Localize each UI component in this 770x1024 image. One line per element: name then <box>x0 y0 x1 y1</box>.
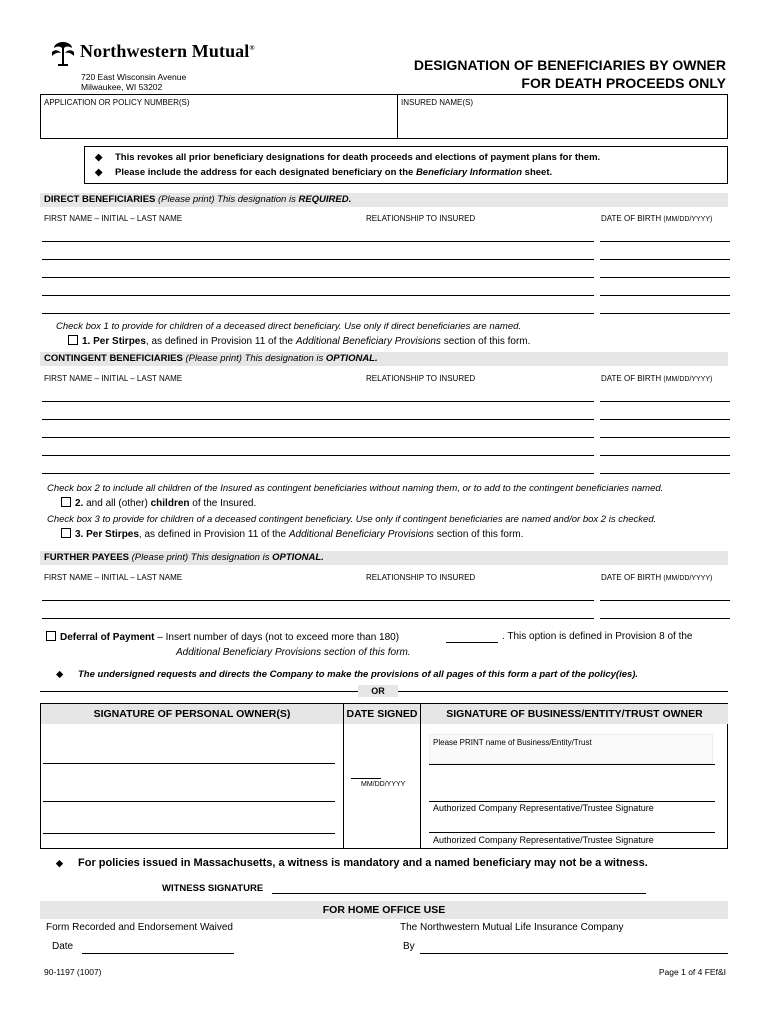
rep-signature-line-1[interactable] <box>429 801 715 802</box>
per-stirpes-option-1: 1. Per Stirpes, as defined in Provision 11 of the Additional Beneficiary Provisions section of this form. <box>68 335 530 347</box>
date-label: Date <box>52 941 74 952</box>
personal-signature-line[interactable] <box>43 801 335 802</box>
direct-dob-line[interactable] <box>600 313 730 314</box>
notice-line-1: ◆ This revokes all prior beneficiary designations for death proceeds and elections of payment plans for them. <box>95 152 601 163</box>
tree-logo-icon <box>48 38 78 68</box>
date-signed-header: DATE SIGNED <box>344 704 420 724</box>
business-name-line[interactable] <box>429 764 715 765</box>
form-number: 90-1197 (1007) <box>44 967 102 977</box>
business-name-print-field[interactable]: Please PRINT name of Business/Entity/Trust <box>429 734 713 764</box>
col-name-label: FIRST NAME – INITIAL – LAST NAME <box>44 573 183 582</box>
further-name-line[interactable] <box>42 618 594 619</box>
diamond-bullet-icon: ◆ <box>95 152 103 163</box>
further-dob-line[interactable] <box>600 618 730 619</box>
policy-number-label: APPLICATION OR POLICY NUMBER(S) <box>44 98 190 107</box>
rep-signature-label-1: Authorized Company Representative/Trustee Signature <box>433 803 654 813</box>
address-line-2: Milwaukee, WI 53202 <box>81 82 163 92</box>
notice-line-2: ◆ Please include the address for each designated beneficiary on the Beneficiary Information sheet. <box>95 167 553 178</box>
contingent-dob-line[interactable] <box>600 473 730 474</box>
direct-name-line[interactable] <box>42 277 594 278</box>
massachusetts-note: ◆ For policies issued in Massachusetts, a witness is mandatory and a named beneficiary may not be a witness. <box>56 857 648 869</box>
col-relationship-label: RELATIONSHIP TO INSURED <box>366 214 476 223</box>
form-recorded-label: Form Recorded and Endorsement Waived <box>46 922 233 933</box>
personal-signature-line[interactable] <box>43 763 335 764</box>
direct-name-line[interactable] <box>42 295 594 296</box>
contingent-beneficiaries-header: CONTINGENT BENEFICIARIES (Please print) This designation is OPTIONAL. <box>40 352 728 366</box>
col-name-label: FIRST NAME – INITIAL – LAST NAME <box>44 374 183 383</box>
contingent-dob-line[interactable] <box>600 455 730 456</box>
check3-instruction: Check box 3 to provide for children of a deceased contingent beneficiary. Use only if contingent beneficiaries are named and/or box 2 is checked. <box>47 514 657 525</box>
deferral-text-3: Additional Beneficiary Provisions section of this form. <box>176 647 411 658</box>
contingent-name-line[interactable] <box>42 437 594 438</box>
policy-number-input[interactable] <box>41 107 396 139</box>
direct-name-line[interactable] <box>42 241 594 242</box>
direct-beneficiaries-header: DIRECT BENEFICIARIES (Please print) This designation is REQUIRED. <box>40 193 728 207</box>
per-stirpes-checkbox-1[interactable] <box>68 335 78 345</box>
direct-dob-line[interactable] <box>600 241 730 242</box>
insured-name-label: INSURED NAME(S) <box>401 98 474 107</box>
deferral-checkbox[interactable] <box>46 631 56 641</box>
direct-dob-line[interactable] <box>600 259 730 260</box>
col-name-label: FIRST NAME – INITIAL – LAST NAME <box>44 214 183 223</box>
insured-name-input[interactable] <box>398 107 728 139</box>
company-name: Northwestern Mutual® <box>80 41 255 61</box>
contingent-dob-line[interactable] <box>600 437 730 438</box>
children-option-2: 2. and all (other) children of the Insured. <box>61 497 256 509</box>
home-office-by-line[interactable] <box>420 953 728 954</box>
further-payees-header: FURTHER PAYEES (Please print) This designation is OPTIONAL. <box>40 551 728 565</box>
rep-signature-line-2[interactable] <box>429 832 715 833</box>
direct-dob-line[interactable] <box>600 277 730 278</box>
per-stirpes-option-3: 3. Per Stirpes, as defined in Provision 11 of the Additional Beneficiary Provisions section of this form. <box>61 528 523 540</box>
policy-insured-box <box>40 94 728 139</box>
date-signed-line[interactable] <box>351 778 381 779</box>
col-dob-label: DATE OF BIRTH (MM/DD/YYYY) <box>601 374 713 383</box>
col-relationship-label: RELATIONSHIP TO INSURED <box>366 374 476 383</box>
witness-signature-line[interactable] <box>272 893 646 894</box>
by-label: By <box>403 941 415 952</box>
form-title: DESIGNATION OF BENEFICIARIES BY OWNER FOR DEATH PROCEEDS ONLY <box>413 57 726 91</box>
deferral-of-payment: Deferral of Payment – Insert number of days (not to exceed more than 180) <box>46 631 399 643</box>
further-name-line[interactable] <box>42 600 594 601</box>
check1-instruction: Check box 1 to provide for children of a deceased direct beneficiary. Use only if direct beneficiaries are named. <box>56 321 522 332</box>
date-format-label: MM/DD/YYYY <box>361 781 406 788</box>
contingent-dob-line[interactable] <box>600 419 730 420</box>
contingent-name-line[interactable] <box>42 401 594 402</box>
company-full-name: The Northwestern Mutual Life Insurance Company <box>400 922 624 933</box>
direct-name-line[interactable] <box>42 313 594 314</box>
diamond-bullet-icon: ◆ <box>56 858 63 868</box>
contingent-name-line[interactable] <box>42 455 594 456</box>
deferral-text-2: . This option is defined in Provision 8 of the <box>502 631 693 642</box>
personal-owner-signature-header: SIGNATURE OF PERSONAL OWNER(S) <box>41 704 343 724</box>
further-dob-line[interactable] <box>600 600 730 601</box>
personal-signature-line[interactable] <box>43 833 335 834</box>
col-relationship-label: RELATIONSHIP TO INSURED <box>366 573 476 582</box>
direct-name-line[interactable] <box>42 259 594 260</box>
diamond-bullet-icon: ◆ <box>95 167 103 178</box>
revocation-notice <box>84 146 728 184</box>
home-office-header: FOR HOME OFFICE USE <box>40 901 728 919</box>
contingent-name-line[interactable] <box>42 419 594 420</box>
business-owner-signature-header: SIGNATURE OF BUSINESS/ENTITY/TRUST OWNER <box>421 704 728 724</box>
diamond-bullet-icon: ◆ <box>56 669 64 680</box>
page-number: Page 1 of 4 FEf&I <box>658 967 726 977</box>
signature-section <box>40 703 728 849</box>
per-stirpes-checkbox-3[interactable] <box>61 528 71 538</box>
sig-divider <box>420 704 421 848</box>
contingent-dob-line[interactable] <box>600 401 730 402</box>
direction-statement: ◆ The undersigned requests and directs the Company to make the provisions of all pages of this form a part of the policy(ies). <box>56 669 639 680</box>
col-dob-label: DATE OF BIRTH (MM/DD/YYYY) <box>601 573 713 582</box>
children-checkbox-2[interactable] <box>61 497 71 507</box>
company-logo <box>48 38 278 98</box>
deferral-days-input[interactable] <box>446 642 498 643</box>
address-line-1: 720 East Wisconsin Avenue <box>81 72 187 82</box>
col-dob-label: DATE OF BIRTH (MM/DD/YYYY) <box>601 214 713 223</box>
witness-signature-label: WITNESS SIGNATURE <box>162 883 264 894</box>
rep-signature-label-2: Authorized Company Representative/Trustee Signature <box>433 835 654 845</box>
check2-instruction: Check box 2 to include all children of the Insured as contingent beneficiaries without naming them, or to add to the contingent beneficiaries named. <box>47 483 664 494</box>
contingent-name-line[interactable] <box>42 473 594 474</box>
or-label: OR <box>358 685 398 697</box>
home-office-date-line[interactable] <box>82 953 234 954</box>
direct-dob-line[interactable] <box>600 295 730 296</box>
sig-divider <box>343 704 344 848</box>
